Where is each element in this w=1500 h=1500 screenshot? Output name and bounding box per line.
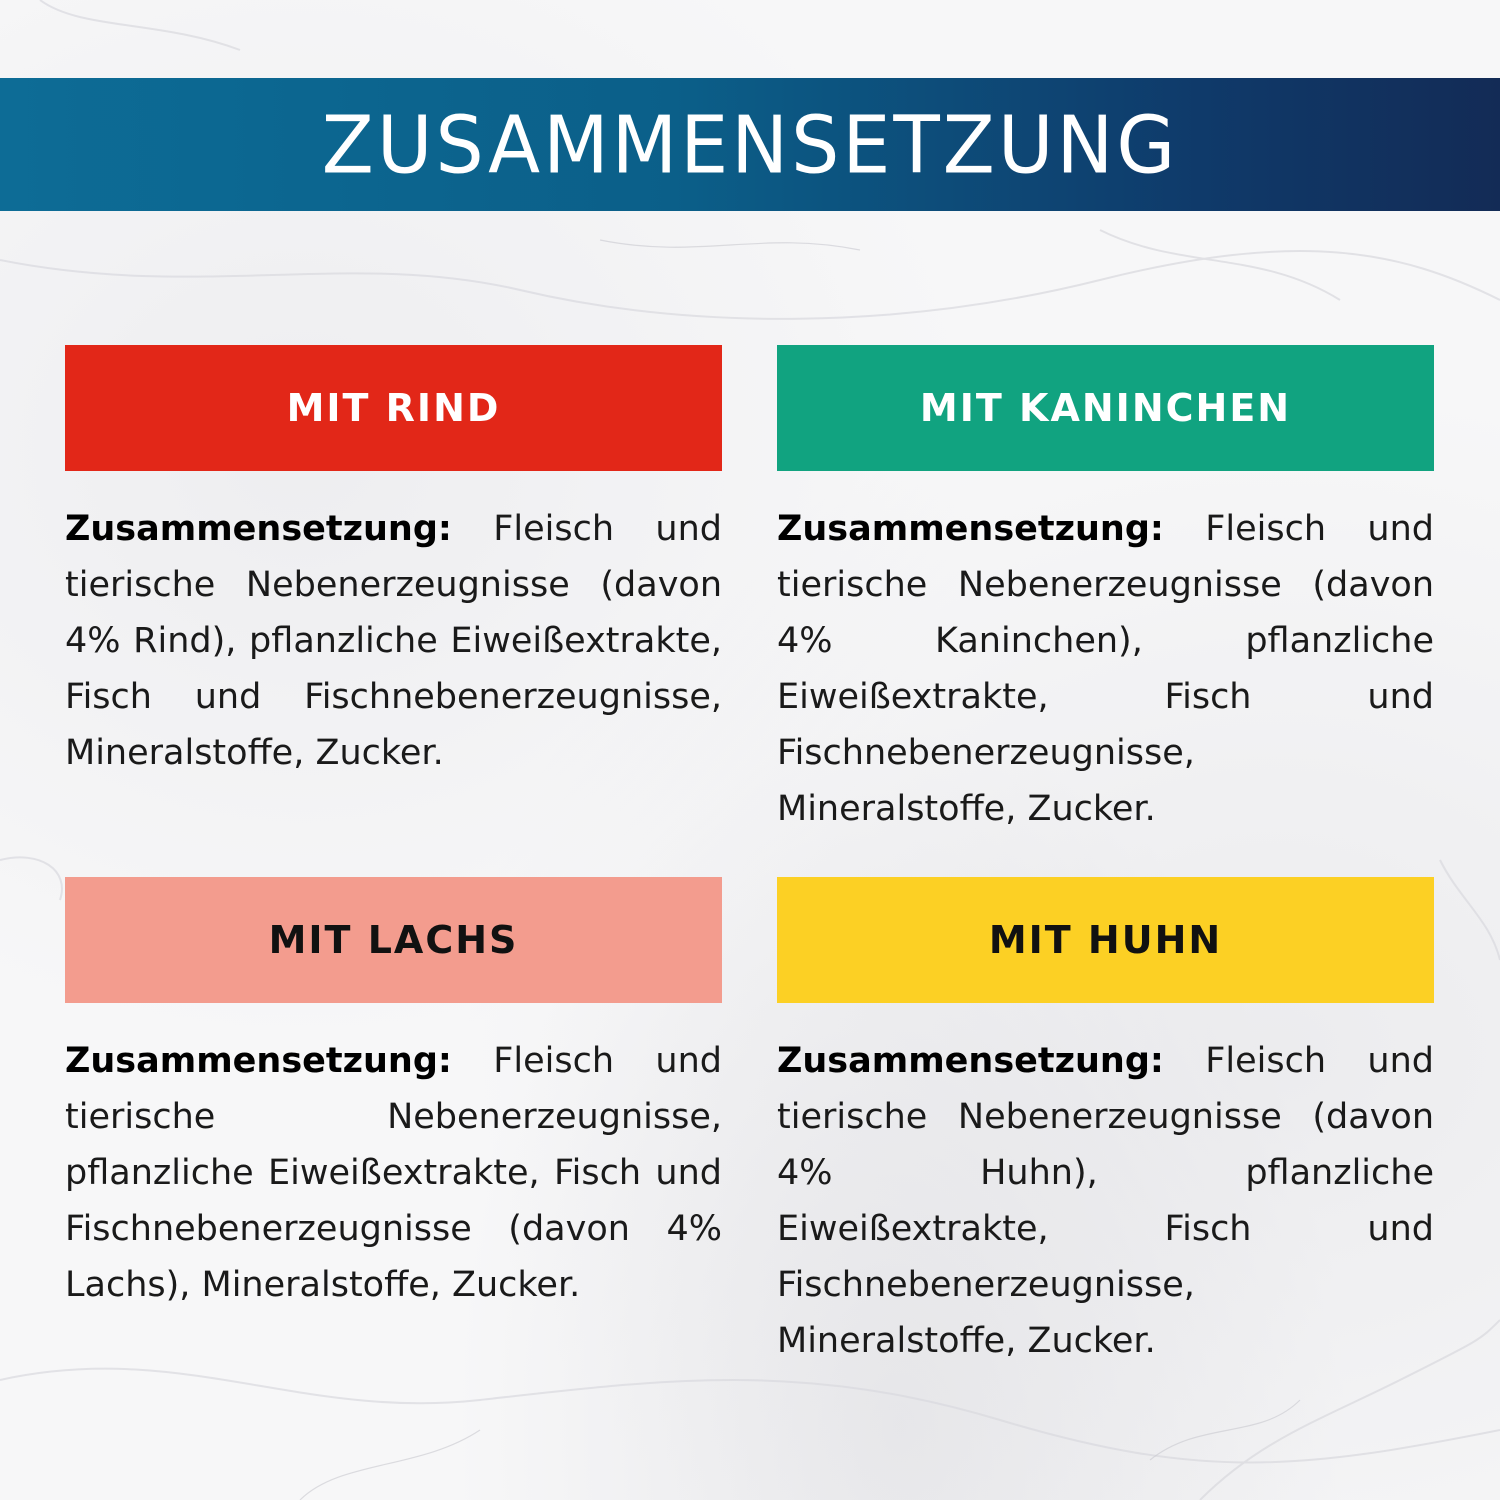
variant-title: MIT RIND [286, 386, 501, 430]
page-title: ZUSAMMENSETZUNG [321, 97, 1179, 192]
variant-header-rind [65, 345, 722, 471]
variant-header-kaninchen [777, 345, 1434, 471]
composition-text [777, 1033, 1434, 1369]
composition-label: Zusammensetzung: [777, 509, 1164, 549]
variant-title: MIT LACHS [268, 918, 519, 962]
variant-card-lachs [65, 877, 722, 1313]
composition-ingredients: Fleisch und tierische Nebenerzeugnisse (davon 4% Huhn), pflanzliche Eiweißextrakte, Fisch und Fischnebenerzeugnisse, Mineralstoffe, Zucker. [777, 1041, 1434, 1361]
composition-text [65, 1033, 722, 1313]
composition-ingredients: Fleisch und tierische Nebenerzeugnisse (davon 4% Kaninchen), pflanzliche Eiweißextrakte, Fisch und Fischnebenerzeugnisse, Mineralstoffe, Zucker. [777, 509, 1434, 829]
variant-title: MIT HUHN [988, 918, 1223, 962]
composition-ingredients: Fleisch und tierische Nebenerzeugnisse (davon 4% Rind), pflanzliche Eiweißextrakte, Fisch und Fischnebenerzeugnisse, Mineralstoffe, Zucker. [65, 509, 722, 773]
variant-card-kaninchen [777, 345, 1434, 837]
variant-title: MIT KANINCHEN [919, 386, 1292, 430]
composition-ingredients: Fleisch und tierische Nebenerzeugnisse, pflanzliche Eiweißextrakte, Fisch und Fischnebenerzeugnisse (davon 4% Lachs), Mineralstoffe, Zucker. [65, 1041, 722, 1305]
composition-label: Zusammensetzung: [65, 509, 452, 549]
variant-header-lachs [65, 877, 722, 1003]
variant-card-rind [65, 345, 722, 781]
header-banner [0, 78, 1500, 211]
composition-label: Zusammensetzung: [65, 1041, 452, 1081]
variant-card-huhn [777, 877, 1434, 1369]
variant-header-huhn [777, 877, 1434, 1003]
composition-text [777, 501, 1434, 837]
composition-text [65, 501, 722, 781]
composition-label: Zusammensetzung: [777, 1041, 1164, 1081]
